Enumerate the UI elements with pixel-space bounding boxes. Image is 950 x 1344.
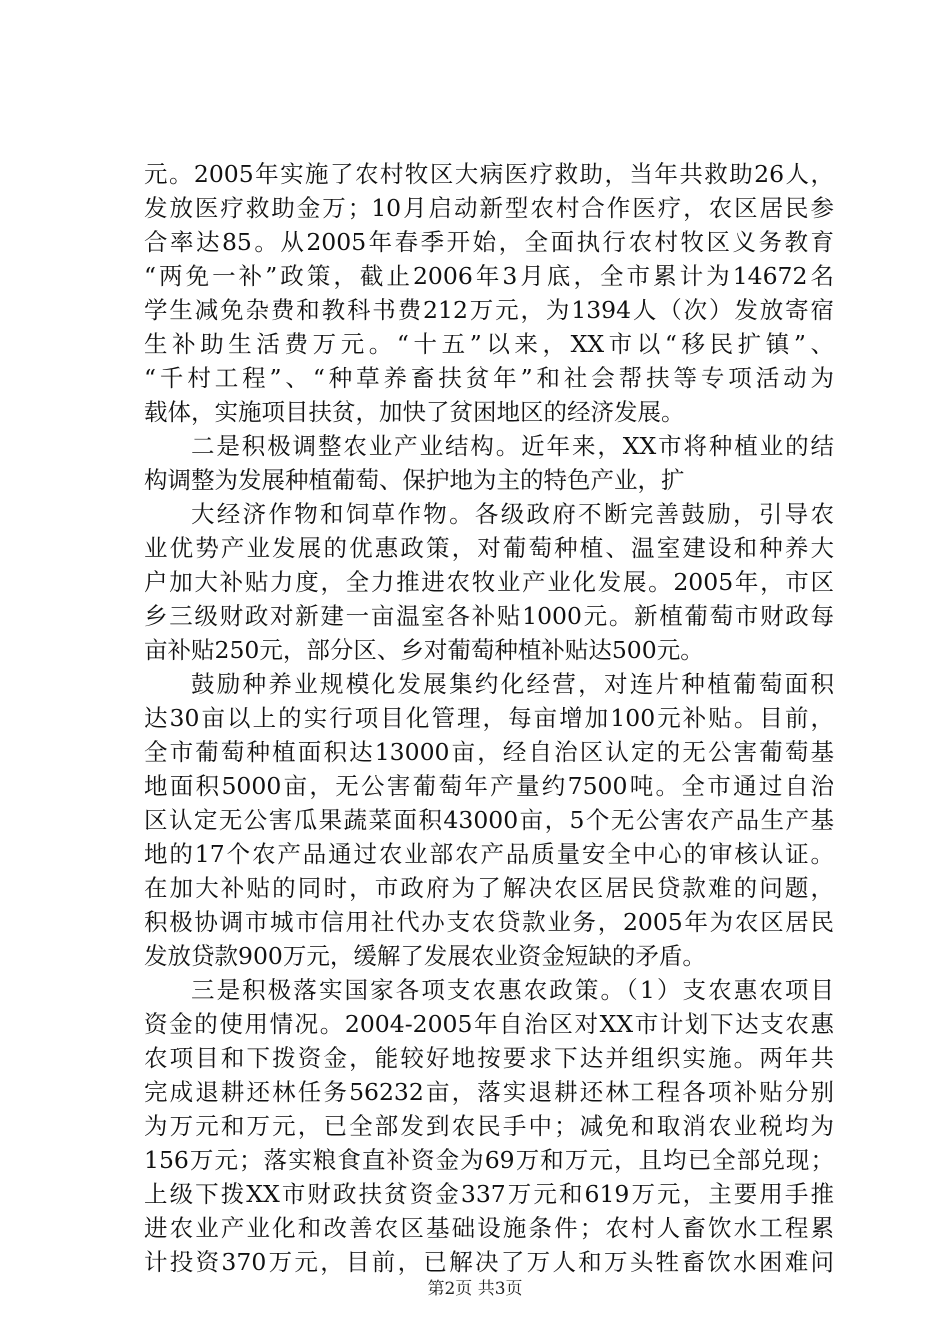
- text-line: 乡三级财政对新建一亩温室各补贴1000元。新植葡萄市财政每: [144, 602, 834, 630]
- text-line: 业优势产业发展的优惠政策，对葡萄种植、温室建设和种养大: [144, 534, 834, 562]
- text-line: 资金的使用情况。2004-2005年自治区对XX市计划下达支农惠: [144, 1010, 834, 1038]
- text-line: 鼓励种养业规模化发展集约化经营，对连片种植葡萄面积: [191, 670, 834, 698]
- text-line: 全市葡萄种植面积达13000亩，经自治区认定的无公害葡萄基: [144, 738, 834, 766]
- text-line: 完成退耕还林任务56232亩，落实退耕还林工程各项补贴分别: [144, 1078, 834, 1106]
- text-line: 区认定无公害瓜果蔬菜面积43000亩，5个无公害农产品生产基: [144, 806, 834, 834]
- text-line: 计投资370万元，目前，已解决了万人和万头牲畜饮水困难问: [144, 1248, 834, 1276]
- text-line: 元。2005年实施了农村牧区大病医疗救助，当年共救助26人，: [144, 160, 834, 188]
- text-line: 学生减免杂费和教科书费212万元，为1394人（次）发放寄宿: [144, 296, 834, 324]
- text-line: 生补助生活费万元。“十五”以来，XX市以“移民扩镇”、: [144, 330, 834, 358]
- text-line: 亩补贴250元，部分区、乡对葡萄种植补贴达500元。: [144, 636, 704, 664]
- text-line: 合率达85。从2005年春季开始，全面执行农村牧区义务教育: [144, 228, 834, 256]
- text-line: 农项目和下拨资金，能较好地按要求下达并组织实施。两年共: [144, 1044, 834, 1072]
- text-line: 在加大补贴的同时，市政府为了解决农区居民贷款难的问题，: [144, 874, 834, 902]
- text-line: 大经济作物和饲草作物。各级政府不断完善鼓励，引导农: [191, 500, 834, 528]
- text-line: 二是积极调整农业产业结构。近年来，XX市将种植业的结: [191, 432, 834, 460]
- text-line: 为万元和万元，已全部发到农民手中；减免和取消农业税均为: [144, 1112, 834, 1140]
- text-line: 载体，实施项目扶贫，加快了贫困地区的经济发展。: [144, 398, 685, 426]
- text-line: 发放医疗救助金万；10月启动新型农村合作医疗，农区居民参: [144, 194, 834, 222]
- text-line: 户加大补贴力度，全力推进农牧业产业化发展。2005年，市区: [144, 568, 834, 596]
- text-line: 积极协调市城市信用社代办支农贷款业务，2005年为农区居民: [144, 908, 834, 936]
- text-line: 三是积极落实国家各项支农惠农政策。（1）支农惠农项目: [191, 976, 834, 1004]
- page-footer: 第2页 共3页: [427, 1279, 523, 1299]
- document-body: [144, 157, 834, 1279]
- text-line: “两免一补”政策，截止2006年3月底，全市累计为14672名: [144, 262, 834, 290]
- text-line: 发放贷款900万元，缓解了发展农业资金短缺的矛盾。: [144, 942, 706, 970]
- text-line: 达30亩以上的实行项目化管理，每亩增加100元补贴。目前，: [144, 704, 834, 732]
- text-line: 地面积5000亩，无公害葡萄年产量约7500吨。全市通过自治: [144, 772, 834, 800]
- text-line: 地的17个农产品通过农业部农产品质量安全中心的审核认证。: [144, 840, 834, 868]
- text-line: “千村工程”、“种草养畜扶贫年”和社会帮扶等专项活动为: [144, 364, 834, 392]
- text-line: 进农业产业化和改善农区基础设施条件；农村人畜饮水工程累: [144, 1214, 834, 1242]
- text-line: 构调整为发展种植葡萄、保护地为主的特色产业，扩: [144, 466, 685, 494]
- text-line: 156万元；落实粮食直补资金为69万和万元，且均已全部兑现；: [144, 1146, 834, 1174]
- text-line: 上级下拨XX市财政扶贫资金337万元和619万元，主要用手推: [144, 1180, 834, 1208]
